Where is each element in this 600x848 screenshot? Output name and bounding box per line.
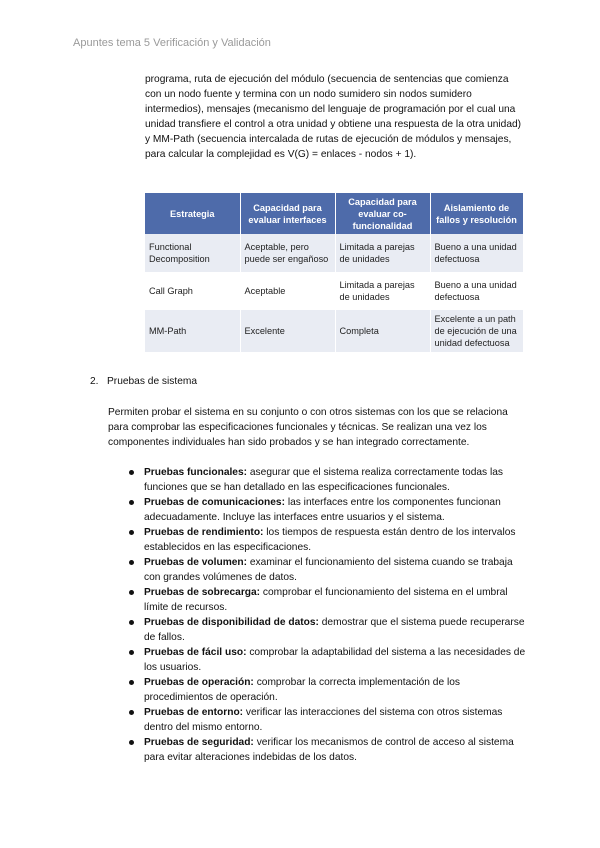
- table-header-cell: Estrategia: [145, 193, 240, 234]
- list-item-term: Pruebas de entorno:: [144, 707, 244, 718]
- intro-text: programa, ruta de ejecución del módulo (secuencia de sentencias que comienza con un nodo fuente y termina con un nodo sumidero sin nodos sumidero intermedios), mensajes (mecanismo del lenguaje de programación por el cual una unidad transfiere el control a otra unidad y obtiene una respuesta de la otra unidad) y MM-Path (secuencia intercalada de rutas de ejecución de módulos y mensajes, para calcular la complejidad es V(G) = enlaces - nodos + 1).: [145, 74, 522, 160]
- bullet-icon: [129, 710, 134, 715]
- table-cell: Bueno a una unidad defectuosa: [430, 234, 523, 272]
- table-cell: Limitada a parejas de unidades: [335, 234, 430, 272]
- bullet-icon: [129, 500, 134, 505]
- bullet-icon: [129, 680, 134, 685]
- list-item-desc: comprobar la correcta implementación de los procedimientos de operación.: [144, 677, 460, 703]
- list-item-desc: verificar los mecanismos de control de acceso al sistema para evitar alteraciones indebidas de los datos.: [144, 737, 514, 763]
- list-item: [127, 525, 527, 555]
- table-cell: Call Graph: [145, 272, 240, 310]
- section-paragraph: [108, 405, 528, 450]
- section-heading: [90, 376, 197, 387]
- table-header-cell: Capacidad para evaluar co-funcionalidad: [335, 193, 430, 234]
- list-item-term: Pruebas de sobrecarga:: [144, 587, 261, 598]
- page-header: Apuntes tema 5 Verificación y Validación: [73, 37, 271, 49]
- list-item: [127, 675, 527, 705]
- table-cell: Limitada a parejas de unidades: [335, 272, 430, 310]
- list-item-term: Pruebas de operación:: [144, 677, 254, 688]
- list-item-desc: verificar las interacciones del sistema con otros sistemas dentro del mismo entorno.: [144, 707, 503, 733]
- table-cell: Excelente a un path de ejecución de una unidad defectuosa: [430, 310, 523, 352]
- strategy-table: [145, 193, 524, 352]
- bullet-icon: [129, 590, 134, 595]
- tests-list: [127, 465, 527, 765]
- table-header-row: [145, 193, 523, 234]
- list-item-desc: examinar el funcionamiento del sistema cuando se trabaja con grandes volúmenes de datos.: [144, 557, 513, 583]
- table-cell: Functional Decomposition: [145, 234, 240, 272]
- list-item-term: Pruebas de seguridad:: [144, 737, 254, 748]
- section-number: 2.: [90, 376, 99, 387]
- table-row: [145, 310, 523, 352]
- intro-paragraph: [145, 72, 527, 162]
- list-item: [127, 555, 527, 585]
- list-item-term: Pruebas de rendimiento:: [144, 527, 264, 538]
- list-item-desc: las interfaces entre los componentes funcionan adecuadamente. Incluye las interfaces entre usuarios y el sistema.: [144, 497, 501, 523]
- table-cell: Completa: [335, 310, 430, 352]
- table-cell: Excelente: [240, 310, 335, 352]
- table-cell: Bueno a una unidad defectuosa: [430, 272, 523, 310]
- list-item: [127, 495, 527, 525]
- bullet-icon: [129, 650, 134, 655]
- list-item: [127, 585, 527, 615]
- section-title: Pruebas de sistema: [107, 376, 198, 387]
- table-cell: Aceptable, pero puede ser engañoso: [240, 234, 335, 272]
- bullet-icon: [129, 530, 134, 535]
- bullet-icon: [129, 740, 134, 745]
- list-item-term: Pruebas de fácil uso:: [144, 647, 247, 658]
- list-item-term: Pruebas de disponibilidad de datos:: [144, 617, 319, 628]
- table-cell: Aceptable: [240, 272, 335, 310]
- list-item-term: Pruebas funcionales:: [144, 467, 248, 478]
- list-item-desc: los tiempos de respuesta están dentro de los intervalos establecidos en las especificaciones.: [144, 527, 516, 553]
- list-item: [127, 705, 527, 735]
- list-item-desc: demostrar que el sistema puede recuperarse de fallos.: [144, 617, 525, 643]
- table-header-cell: Capacidad para evaluar interfaces: [240, 193, 335, 234]
- table-row: [145, 234, 523, 272]
- list-item-desc: asegurar que el sistema realiza correctamente todas las funciones que se han detallado en las especificaciones funcionales.: [144, 467, 504, 493]
- list-item-term: Pruebas de volumen:: [144, 557, 248, 568]
- list-item: [127, 465, 527, 495]
- list-item: [127, 735, 527, 765]
- table-cell: MM-Path: [145, 310, 240, 352]
- bullet-icon: [129, 560, 134, 565]
- bullet-icon: [129, 470, 134, 475]
- table-row: [145, 272, 523, 310]
- list-item-desc: comprobar la adaptabilidad del sistema a las necesidades de los usuarios.: [144, 647, 526, 673]
- list-item: [127, 645, 527, 675]
- list-item-desc: comprobar el funcionamiento del sistema en el umbral límite de recursos.: [144, 587, 508, 613]
- table-header-cell: Aislamiento de fallos y resolución: [430, 193, 523, 234]
- list-item-term: Pruebas de comunicaciones:: [144, 497, 285, 508]
- section-text: Permiten probar el sistema en su conjunto o con otros sistemas con los que se relaciona para comprobar las especificaciones funcionales y técnicas. Se realizan una vez los componentes individuales han sido probados y se han integrado correctamente.: [108, 407, 508, 448]
- list-item: [127, 615, 527, 645]
- bullet-icon: [129, 620, 134, 625]
